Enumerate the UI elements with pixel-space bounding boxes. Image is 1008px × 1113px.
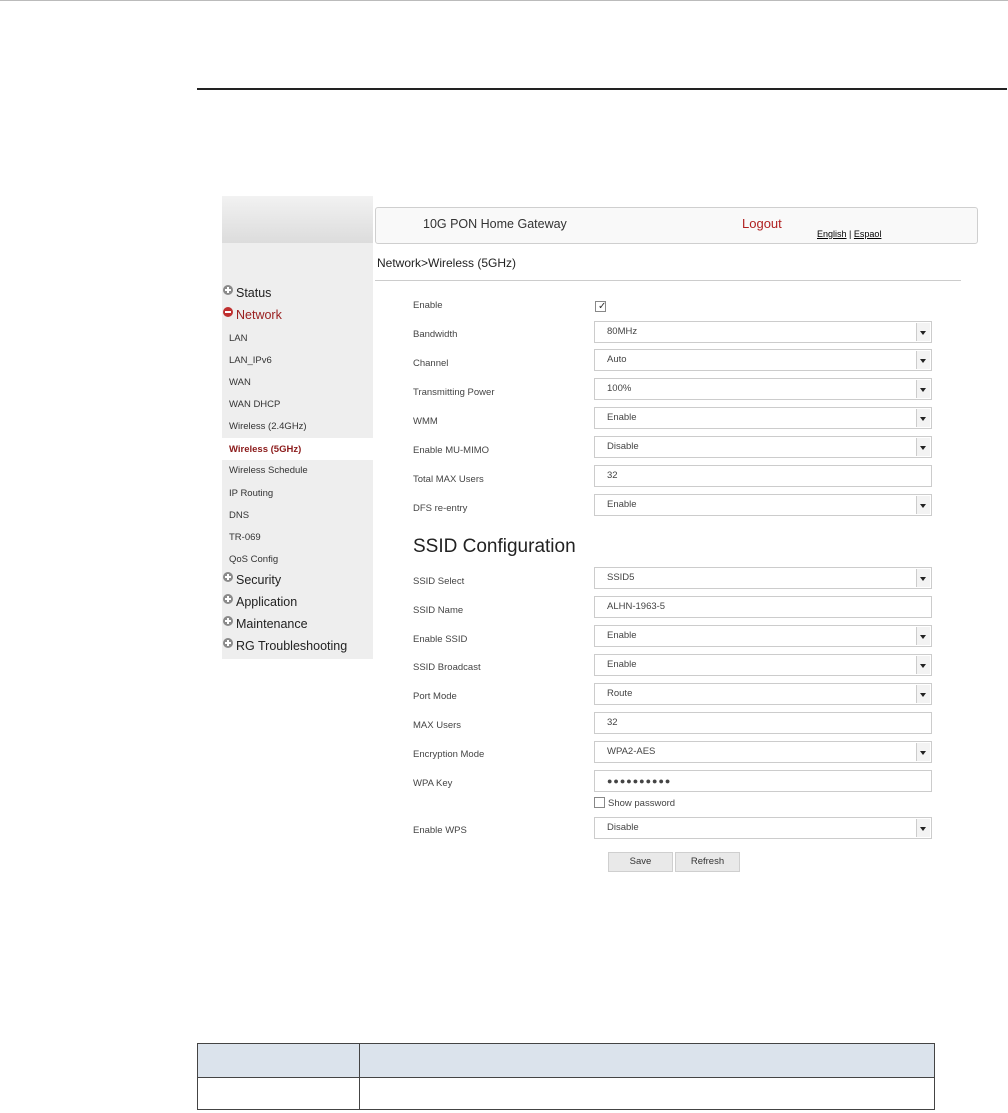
total-max-users-label: Total MAX Users	[413, 474, 484, 485]
transmitting-power-select[interactable]: 100%	[594, 378, 932, 400]
wpa-key-input[interactable]: ●●●●●●●●●●	[594, 770, 932, 792]
channel-select[interactable]: Auto	[594, 349, 932, 371]
table-cell	[360, 1078, 935, 1110]
port-mode-label: Port Mode	[413, 691, 457, 702]
total-max-users-input[interactable]: 32	[594, 465, 932, 487]
enable-ssid-label: Enable SSID	[413, 634, 468, 645]
table-cell	[198, 1078, 360, 1110]
plus-icon	[223, 285, 233, 295]
table-header-cell	[198, 1044, 360, 1078]
dropdown-arrow-icon	[916, 627, 930, 645]
language-separator: |	[849, 229, 852, 239]
breadcrumb: Network>Wireless (5GHz)	[377, 256, 517, 270]
dropdown-arrow-icon	[916, 743, 930, 761]
plus-icon	[223, 638, 233, 648]
sidebar-item-ip-routing[interactable]: IP Routing	[229, 488, 274, 499]
checkmark-icon: ✓	[598, 301, 607, 312]
page-top-border	[0, 0, 1008, 1]
ssid-select-label: SSID Select	[413, 576, 465, 587]
wmm-label: WMM	[413, 416, 438, 427]
ssid-select[interactable]: SSID5	[594, 567, 932, 589]
minus-icon	[223, 307, 233, 317]
plus-icon	[223, 594, 233, 604]
show-password-checkbox[interactable]	[594, 797, 605, 808]
sidebar-item-maintenance[interactable]: Maintenance	[223, 617, 308, 631]
port-mode-select[interactable]: Route	[594, 683, 932, 705]
sidebar-item-security[interactable]: Security	[223, 573, 281, 587]
ssid-name-input[interactable]: ALHN-1963-5	[594, 596, 932, 618]
sidebar-item-network[interactable]: Network	[223, 308, 282, 322]
encryption-mode-label: Encryption Mode	[413, 749, 485, 760]
plus-icon	[223, 616, 233, 626]
app-title: 10G PON Home Gateway	[423, 217, 567, 231]
sidebar-item-application[interactable]: Application	[223, 595, 297, 609]
document-table	[197, 1043, 935, 1110]
espanol-link[interactable]: Espaol	[853, 229, 882, 239]
bandwidth-select[interactable]: 80MHz	[594, 321, 932, 343]
sidebar-item-wan[interactable]: WAN	[229, 377, 251, 388]
enable-wps-label: Enable WPS	[413, 825, 467, 836]
sidebar-item-qos-config[interactable]: QoS Config	[229, 554, 279, 565]
enable-label: Enable	[413, 300, 443, 311]
dropdown-arrow-icon	[916, 569, 930, 587]
dropdown-arrow-icon	[916, 409, 930, 427]
show-password-label: Show password	[608, 798, 676, 809]
table-header-cell	[360, 1044, 935, 1078]
sidebar-item-wireless-5ghz[interactable]: Wireless (5GHz)	[229, 444, 302, 455]
plus-icon	[223, 572, 233, 582]
ssid-section-title: SSID Configuration	[413, 536, 576, 557]
dropdown-arrow-icon	[916, 656, 930, 674]
mu-mimo-select[interactable]: Disable	[594, 436, 932, 458]
ssid-broadcast-label: SSID Broadcast	[413, 662, 481, 673]
dfs-reentry-label: DFS re-entry	[413, 503, 468, 514]
breadcrumb-divider	[375, 280, 961, 281]
dropdown-arrow-icon	[916, 438, 930, 456]
english-link[interactable]: English	[817, 229, 847, 239]
dropdown-arrow-icon	[916, 685, 930, 703]
sidebar-item-lan-ipv6[interactable]: LAN_IPv6	[229, 355, 272, 366]
enable-ssid-select[interactable]: Enable	[594, 625, 932, 647]
sidebar-item-rg-troubleshooting[interactable]: RG Troubleshooting	[223, 639, 347, 653]
max-users-label: MAX Users	[413, 720, 462, 731]
dropdown-arrow-icon	[916, 351, 930, 369]
sidebar-item-wireless-2-4ghz[interactable]: Wireless (2.4GHz)	[229, 421, 307, 432]
table-header-row	[198, 1044, 935, 1078]
wmm-select[interactable]: Enable	[594, 407, 932, 429]
ssid-name-label: SSID Name	[413, 605, 464, 616]
language-links	[817, 229, 881, 239]
encryption-mode-select[interactable]: WPA2-AES	[594, 741, 932, 763]
bandwidth-label: Bandwidth	[413, 329, 458, 340]
enable-checkbox[interactable]	[595, 301, 606, 312]
refresh-button[interactable]: Refresh	[675, 852, 740, 872]
mu-mimo-label: Enable MU-MIMO	[413, 445, 490, 456]
sidebar-item-wireless-schedule[interactable]: Wireless Schedule	[229, 465, 308, 476]
sidebar-item-wan-dhcp[interactable]: WAN DHCP	[229, 399, 281, 410]
sidebar-item-lan[interactable]: LAN	[229, 333, 248, 344]
dropdown-arrow-icon	[916, 380, 930, 398]
table-row	[198, 1078, 935, 1110]
dropdown-arrow-icon	[916, 819, 930, 837]
sidebar-header	[222, 196, 373, 243]
transmitting-power-label: Transmitting Power	[413, 387, 495, 398]
sidebar-item-status[interactable]: Status	[223, 286, 271, 300]
max-users-input[interactable]: 32	[594, 712, 932, 734]
channel-label: Channel	[413, 358, 449, 369]
dfs-reentry-select[interactable]: Enable	[594, 494, 932, 516]
logout-link[interactable]: Logout	[742, 216, 782, 231]
dropdown-arrow-icon	[916, 496, 930, 514]
document-header-rule	[197, 88, 1007, 90]
wpa-key-label: WPA Key	[413, 778, 453, 789]
sidebar-item-tr-069[interactable]: TR-069	[229, 532, 261, 543]
ssid-broadcast-select[interactable]: Enable	[594, 654, 932, 676]
sidebar-item-dns[interactable]: DNS	[229, 510, 250, 521]
enable-wps-select[interactable]: Disable	[594, 817, 932, 839]
dropdown-arrow-icon	[916, 323, 930, 341]
save-button[interactable]: Save	[608, 852, 673, 872]
